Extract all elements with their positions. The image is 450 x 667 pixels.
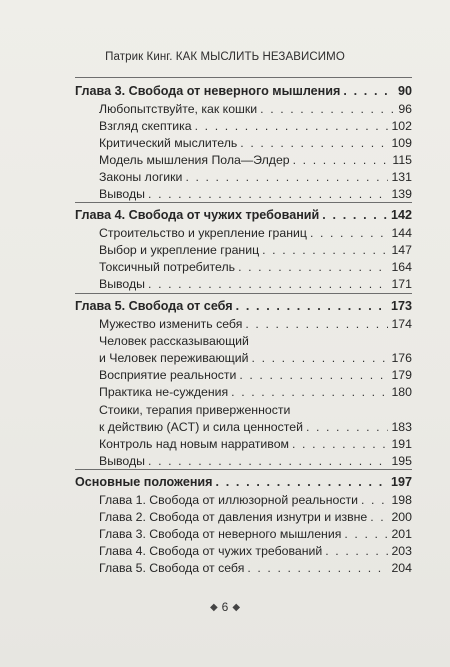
toc-entry[interactable]	[75, 367, 412, 383]
toc-title: Глава 5. Свобода от себя	[75, 299, 233, 313]
toc-entry[interactable]	[75, 526, 412, 542]
leader-dots	[245, 316, 388, 332]
toc-page: 102	[391, 119, 412, 133]
leader-dots	[344, 526, 388, 542]
toc-page: 90	[397, 84, 412, 98]
toc-entry[interactable]	[75, 509, 412, 525]
divider	[75, 469, 412, 470]
toc-entry[interactable]	[75, 436, 412, 452]
toc-entry[interactable]	[75, 225, 412, 241]
leader-dots	[322, 207, 388, 223]
toc-entry[interactable]	[75, 135, 412, 151]
toc-page: 142	[390, 208, 412, 222]
leader-dots	[231, 384, 388, 400]
toc-page: 131	[391, 170, 412, 184]
toc-summary[interactable]	[75, 474, 412, 490]
toc-title: Глава 4. Свобода от чужих требований	[75, 208, 320, 222]
toc-page: 171	[391, 277, 412, 291]
toc-entry[interactable]	[75, 101, 412, 117]
toc-title: Глава 5. Свобода от себя	[99, 561, 245, 575]
leader-dots	[195, 118, 389, 134]
toc-page: 180	[391, 385, 412, 399]
toc-page: 203	[391, 544, 412, 558]
leader-dots	[148, 186, 388, 202]
divider	[75, 202, 412, 203]
toc-page: 144	[391, 226, 412, 240]
toc-title: Выводы	[99, 454, 146, 468]
page-number-value: 6	[221, 600, 229, 614]
toc-entry[interactable]	[75, 350, 412, 366]
toc-entry[interactable]	[75, 384, 412, 400]
toc-entry[interactable]	[75, 276, 412, 292]
leader-dots	[361, 492, 388, 508]
toc-chapter-4[interactable]	[75, 207, 412, 223]
toc-title: Мужество изменить себя	[99, 317, 243, 331]
toc-chapter-3[interactable]	[75, 83, 412, 99]
toc-entry[interactable]	[75, 316, 412, 332]
toc-page: 96	[398, 102, 412, 116]
toc-title: Токсичный потребитель	[99, 260, 236, 274]
page-number	[0, 600, 450, 614]
ornament-right: ◆	[232, 602, 241, 613]
toc-page: 195	[391, 454, 412, 468]
toc-page: 164	[391, 260, 412, 274]
toc-title: Глава 3. Свобода от неверного мышления	[75, 84, 341, 98]
toc-entry[interactable]	[75, 259, 412, 275]
toc-chapter-5[interactable]	[75, 298, 412, 314]
leader-dots	[252, 350, 389, 366]
toc-page: 173	[390, 299, 412, 313]
leader-dots	[262, 242, 388, 258]
toc-title: Критический мыслитель	[99, 136, 238, 150]
leader-dots	[247, 560, 388, 576]
toc-page: 191	[391, 437, 412, 451]
running-head: Патрик Кинг. КАК МЫСЛИТЬ НЕЗАВИСИМО	[105, 51, 345, 63]
toc-title: Модель мышления Пола—Элдер	[99, 153, 290, 167]
toc-page: 201	[391, 527, 412, 541]
leader-dots	[306, 419, 389, 435]
divider	[75, 293, 412, 294]
toc-entry[interactable]	[75, 152, 412, 168]
toc-title: Законы логики	[99, 170, 183, 184]
toc-title: Выводы	[99, 187, 146, 201]
toc-title: Выводы	[99, 277, 146, 291]
toc-title: Глава 3. Свобода от неверного мышления	[99, 527, 342, 541]
toc-page: 147	[391, 243, 412, 257]
toc-title: Основные положения	[75, 475, 213, 489]
toc-title: Строительство и укрепление границ	[99, 226, 307, 240]
leader-dots	[216, 474, 388, 490]
toc-title: Человек рассказывающий	[99, 334, 249, 348]
divider	[75, 77, 412, 78]
leader-dots	[260, 101, 395, 117]
leader-dots	[238, 259, 388, 275]
toc-entry[interactable]	[75, 242, 412, 258]
toc-page: 179	[391, 368, 412, 382]
toc-title: Практика не-суждения	[99, 385, 229, 399]
toc-entry[interactable]	[75, 118, 412, 134]
toc-title: Выбор и укрепление границ	[99, 243, 260, 257]
toc-page: 176	[391, 351, 412, 365]
toc-page: 174	[391, 317, 412, 331]
toc-entry-line1[interactable]	[75, 333, 412, 349]
toc-entry[interactable]	[75, 453, 412, 469]
leader-dots	[236, 298, 388, 314]
toc-page: 198	[391, 493, 412, 507]
toc-title: Контроль над новым нарративом	[99, 437, 289, 451]
ornament-left: ◆	[209, 602, 218, 613]
toc-entry[interactable]	[75, 169, 412, 185]
toc-entry[interactable]	[75, 492, 412, 508]
toc-title: к действию (ACT) и сила ценностей	[99, 420, 303, 434]
leader-dots	[325, 543, 388, 559]
leader-dots	[292, 436, 388, 452]
toc-title: Любопытствуйте, как кошки	[99, 102, 258, 116]
toc-title: Стоики, терапия приверженности	[99, 403, 291, 417]
leader-dots	[293, 152, 390, 168]
toc-page: 109	[391, 136, 412, 150]
toc-entry[interactable]	[75, 419, 412, 435]
leader-dots	[148, 453, 388, 469]
toc-entry[interactable]	[75, 543, 412, 559]
toc-title: Глава 4. Свобода от чужих требований	[99, 544, 323, 558]
toc-page: 200	[391, 510, 412, 524]
toc-page: 204	[391, 561, 412, 575]
toc-page: 115	[392, 153, 412, 167]
toc-page: 183	[391, 420, 412, 434]
toc-entry-line1[interactable]	[75, 402, 412, 418]
leader-dots	[343, 83, 395, 99]
toc-title: Глава 1. Свобода от иллюзорной реальности	[99, 493, 358, 507]
toc-entry[interactable]	[75, 560, 412, 576]
leader-dots	[185, 169, 388, 185]
leader-dots	[240, 135, 388, 151]
toc-page: 139	[391, 187, 412, 201]
toc-title: Глава 2. Свобода от давления изнутри и извне	[99, 510, 368, 524]
toc-title: Взгляд скептика	[99, 119, 192, 133]
toc-title: Восприятие реальности	[99, 368, 237, 382]
leader-dots	[370, 509, 388, 525]
toc-entry[interactable]	[75, 186, 412, 202]
leader-dots	[310, 225, 389, 241]
toc-page: 197	[390, 475, 412, 489]
leader-dots	[148, 276, 388, 292]
leader-dots	[239, 367, 388, 383]
toc-title: и Человек переживающий	[99, 351, 249, 365]
